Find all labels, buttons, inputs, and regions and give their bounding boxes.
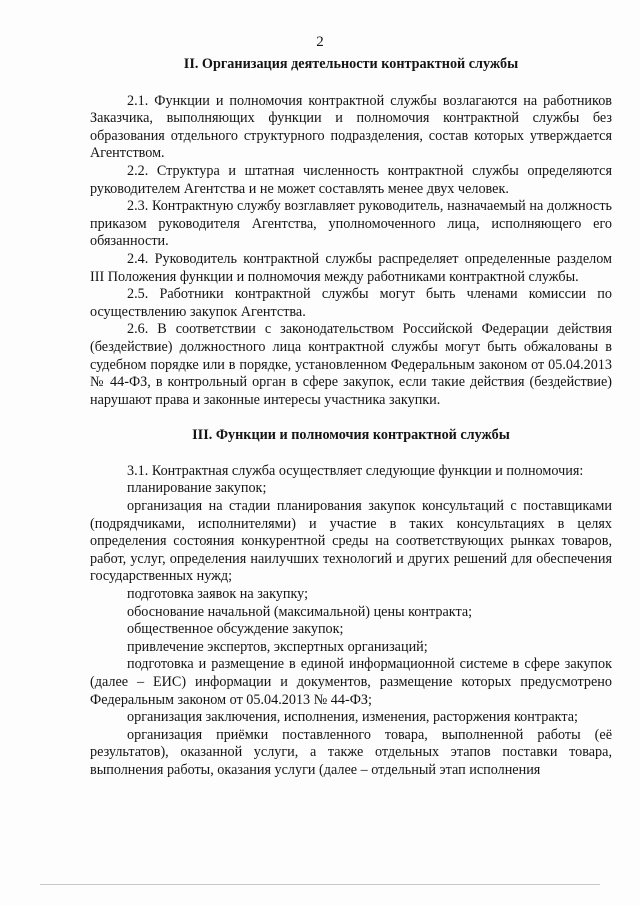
clause-2-4: 2.4. Руководитель контрактной службы распределяет определенные разделом III Положения функции и полномочия между работниками контрактной службы.: [90, 250, 612, 285]
clause-2-1: 2.1. Функции и полномочия контрактной службы возлагаются на работников Заказчика, выполняющих функции и полномочия контрактной службы без образования отдельного структурного подразделения, состав которых утверждается Агентством.: [90, 92, 612, 162]
function-item: организация заключения, исполнения, изменения, расторжения контракта;: [127, 709, 578, 726]
clause-2-2: 2.2. Структура и штатная численность контрактной службы определяются руководителем Агентства и не может составлять менее двух человек.: [90, 162, 612, 197]
section-3-heading: III. Функции и полномочия контрактной службы: [192, 427, 510, 444]
function-item: организация приёмки поставленного товара, выполненной работы (её результатов), оказанной услуги, а также отдельных этапов поставки товара, выполнения работы, оказания услуги (далее – отдельный этап исполнения: [90, 726, 612, 778]
function-item: организация на стадии планирования закупок консультаций с поставщиками (подрядчиками, исполнителями) и участие в таких консультациях в целях определения состояния конкурентной среды на соответствующих рынках товаров, работ, услуг, определения наилучших технологий и других решений для обеспечения государственных нужд;: [90, 498, 612, 585]
function-item: привлечение экспертов, экспертных организаций;: [127, 638, 428, 655]
section-3-body: [90, 463, 612, 780]
scan-edge-divider: [40, 884, 600, 885]
section-2-heading: II. Организация деятельности контрактной службы: [183, 56, 519, 72]
function-item: планирование закупок;: [127, 480, 267, 497]
clause-3-1: 3.1. Контрактная служба осуществляет следующие функции и полномочия:: [127, 462, 584, 479]
page-number: 2: [316, 34, 324, 50]
function-item: подготовка и размещение в единой информационной системе в сфере закупок (далее – ЕИС) информации и документов, размещение которых предусмотрено Федеральным законом от 05.04.2013 № 44-ФЗ;: [90, 656, 612, 708]
function-item: обоснование начальной (максимальной) цены контракта;: [127, 603, 473, 620]
function-item: подготовка заявок на закупку;: [127, 586, 309, 603]
clause-2-6: 2.6. В соответствии с законодательством Российской Федерации действия (бездействие) должностного лица контрактной службы могут быть обжалованы в судебном порядке или в порядке, установленном Федеральным законом от 05.04.2013 № 44-ФЗ, в контрольный орган в сфере закупок, если такие действия (бездействие) нарушают права и законные интересы участника закупки.: [90, 321, 612, 408]
function-item: общественное обсуждение закупок;: [127, 621, 344, 638]
clause-2-5: 2.5. Работники контрактной службы могут быть членами комиссии по осуществлению закупок Агентства.: [90, 286, 612, 320]
document-body: [90, 56, 612, 780]
section-2-body: [90, 93, 612, 410]
clause-2-3: 2.3. Контрактную службу возглавляет руководитель, назначаемый на должность приказом руководителя Агентства, уполномоченного лица, исполняющего его обязанности.: [90, 198, 612, 250]
